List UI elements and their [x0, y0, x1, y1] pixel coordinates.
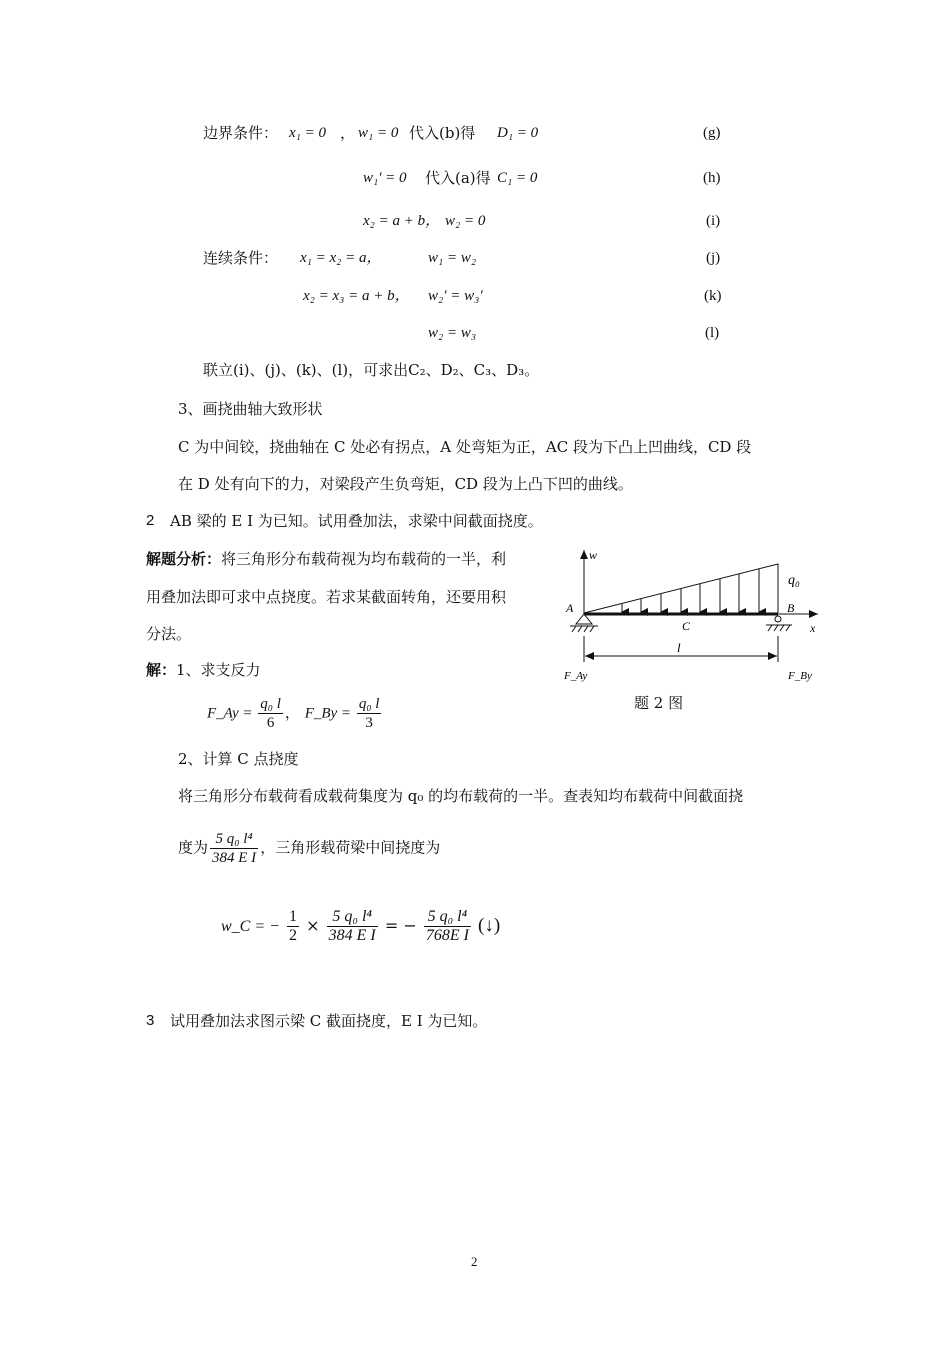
- analysis-heading: 解题分析：: [146, 550, 222, 568]
- times-sign: ×: [306, 916, 320, 935]
- solution-heading: 解：: [146, 661, 177, 679]
- eq-k-cond: x₂ = x₃ = a + b，: [303, 288, 410, 304]
- eq-h-tag: (h): [703, 170, 721, 186]
- step2-heading: 2、计算 C 点挠度: [178, 750, 299, 768]
- combine-line: 联立(i)、(j)、(k)、(l)，可求出C₂、D₂、C₃、D₃。: [203, 361, 540, 379]
- wc-result-numerator: 5 q₀ l⁴: [424, 908, 471, 927]
- eq-j-result: w₁ = w₂: [428, 250, 477, 266]
- eq-g-prefix: 边界条件：: [203, 124, 279, 142]
- wc-mid-denominator: 384 E I: [328, 927, 376, 944]
- analysis-line-1: 将三角形分布载荷视为均布载荷的一半，利: [221, 550, 507, 568]
- reaction-fay-denominator: 6: [266, 715, 275, 731]
- wc-lhs: w_C = −: [221, 918, 280, 935]
- w-axis-label: w: [589, 548, 598, 562]
- eq-j-prefix: 连续条件：: [203, 249, 279, 267]
- eq-j-tag: (j): [706, 250, 721, 266]
- eq-g-sep: ，: [340, 124, 356, 142]
- paragraph-line-3: 将三角形分布载荷看成载荷集度为 q₀ 的均布载荷的一半。查表知均布载荷中间截面挠: [178, 787, 744, 805]
- wc-result-denominator: 768E I: [425, 927, 469, 944]
- analysis-line-3: 分法。: [146, 625, 192, 643]
- wc-formula: [221, 908, 500, 945]
- x-axis-label: x: [810, 621, 816, 635]
- point-a-label: A: [566, 601, 574, 615]
- analysis-line-2: 用叠加法即可求中点挠度。若求某截面转角，还要用积: [146, 588, 507, 606]
- question-2-number: 2: [146, 512, 155, 529]
- reaction-fby-label: F_By =: [304, 705, 355, 722]
- eq-g-tag: (g): [703, 125, 721, 141]
- uniform-deflection-numerator: 5 q₀ l⁴: [210, 830, 258, 849]
- reaction-fby-numerator: q₀ l: [358, 696, 380, 712]
- eq-j-cond: x₁ = x₂ = a，: [300, 250, 382, 266]
- question-3-number: 3: [146, 1012, 155, 1029]
- reaction-fby-figure-label: F_By: [788, 670, 812, 682]
- page-number: 2: [471, 1254, 478, 1269]
- eq-i-tag: (i): [706, 213, 721, 229]
- roller-support-b: [766, 616, 792, 631]
- eq-g-mid: 代入(b)得: [409, 124, 476, 142]
- deflection-sentence: [178, 830, 440, 867]
- reaction-fay-numerator: q₀ l: [260, 696, 281, 712]
- half-numerator: 1: [289, 908, 298, 925]
- equals-minus: = −: [384, 916, 417, 935]
- eq-k-tag: (k): [704, 288, 722, 304]
- reaction-fay-label: F_Ay =: [207, 705, 257, 722]
- reactions-formula: F_Ay = $\frac{\text{q₀ l}}{6}$ ， F_By = $\frac{\text{q₀ l}}{3}$: [207, 696, 380, 731]
- eq-h-mid: 代入(a)得: [425, 169, 491, 187]
- eq-h-result: C₁ = 0: [497, 170, 538, 186]
- question-2-text: AB 梁的 E I 为已知。试用叠加法，求梁中间截面挠度。: [170, 512, 543, 530]
- pin-support-a: [570, 614, 598, 632]
- paragraph-line-4-pre: 度为: [178, 838, 209, 857]
- question-3-text: 试用叠加法求图示梁 C 截面挠度，E I 为已知。: [170, 1012, 488, 1030]
- wc-mid-numerator: 5 q₀ l⁴: [327, 908, 378, 927]
- reaction-fby-denominator: 3: [365, 715, 373, 731]
- length-label: l: [677, 640, 681, 655]
- beam-figure: [556, 542, 828, 692]
- eq-g-cond1: x₁ = 0: [289, 125, 326, 141]
- reaction-fay-figure-label: F_Ay: [564, 670, 588, 682]
- load-arrows: [622, 569, 759, 612]
- eq-i-result: w₂ = 0: [445, 213, 486, 229]
- eq-g-result: D₁ = 0: [497, 125, 539, 141]
- q0-label: q₀: [788, 573, 800, 588]
- down-arrow-icon: (↓): [478, 915, 501, 936]
- half-denominator: 2: [289, 927, 298, 944]
- eq-i-cond: x₂ = a + b，: [363, 213, 441, 229]
- step3-heading: 3、画挠曲轴大致形状: [178, 400, 323, 418]
- point-c-label: C: [682, 619, 691, 633]
- paragraph-line-1: C 为中间铰，挠曲轴在 C 处必有拐点，A 处弯矩为正，AC 段为下凸上凹曲线，CD 段: [178, 438, 752, 456]
- solution-step-1: 1、求支反力: [176, 661, 261, 679]
- eq-k-result: w₂′ = w₃′: [428, 288, 483, 304]
- point-b-label: B: [787, 601, 795, 615]
- eq-h-cond: w₁' = 0: [363, 170, 407, 186]
- eq-g-cond2: w₁ = 0: [358, 125, 399, 141]
- paragraph-line-4-post: ，三角形载荷梁中间挠度为: [260, 838, 441, 857]
- uniform-deflection-denominator: 384 E I: [212, 850, 257, 866]
- eq-l-result: w₂ = w₃: [428, 325, 477, 341]
- paragraph-line-2: 在 D 处有向下的力，对梁段产生负弯矩，CD 段为上凸下凹的曲线。: [178, 475, 633, 493]
- eq-l-tag: (l): [705, 325, 720, 341]
- figure-caption: 题 2 图: [634, 694, 684, 712]
